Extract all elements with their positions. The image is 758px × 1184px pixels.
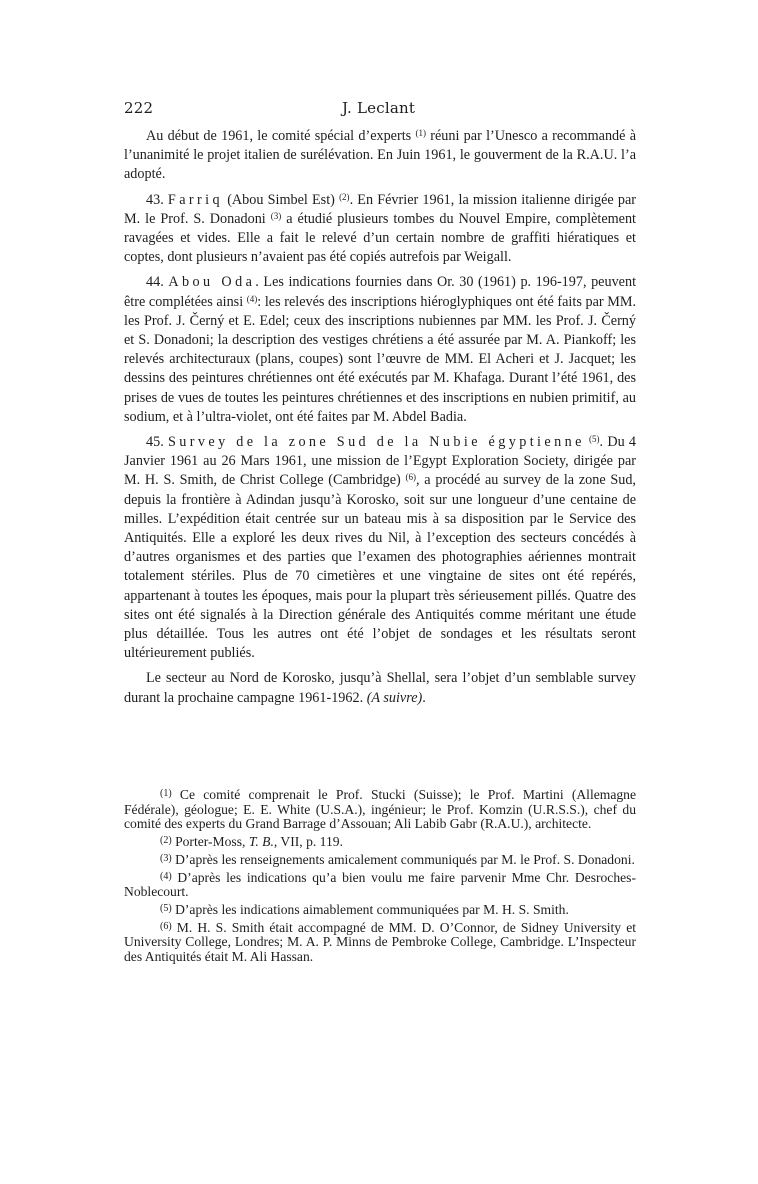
text-run: 44.: [146, 274, 169, 291]
text-run: D’après les indications qu’a bien voulu me faire parvenir Mme Chr. Desroches-Noblecourt.: [124, 869, 636, 900]
note-reference: (4): [160, 870, 172, 882]
text-run: , VII, p. 119.: [273, 834, 343, 850]
running-head-author: J. Leclant: [342, 99, 416, 117]
text-run: 43.: [146, 191, 168, 208]
note-reference: (3): [270, 210, 282, 221]
footnote: [124, 835, 636, 850]
text-run: Le secteur au Nord de Korosko, jusqu’à Shellal, sera l’objet d’un semblable survey durant la prochaine campagne 1961-1962.: [124, 670, 636, 706]
text-run: Porter-Moss,: [171, 834, 249, 850]
text-run: . En Février 1961, la mission italienne dirigée par M. le Prof. S. Donadoni: [124, 191, 636, 227]
note-reference: (5): [589, 434, 600, 445]
note-reference: (5): [160, 902, 172, 914]
text-run: (Abou Simbel Est): [223, 191, 340, 208]
page-number: 222: [124, 99, 154, 117]
text-run: .: [422, 689, 426, 706]
footnote: [124, 871, 636, 900]
footnote: [124, 921, 636, 965]
text-run: D’après les renseignements amicalement communiqués par M. le Prof. S. Donadoni.: [171, 851, 635, 867]
note-reference: (2): [339, 191, 350, 202]
paragraph: [124, 433, 636, 663]
paragraph: [124, 127, 636, 185]
text-run: , a procédé au survey de la zone Sud, depuis la frontière à Adindan jusqu’à Korosko, soit sur une longueur d’une centaine de milles. L’expédition était centrée sur un bateau mis à sa disposition par le Service des Antiquités. Elle a exploré les deux rives du Nil, à l’exception des secteurs concédés à d’autres organismes et des parties que l’examen des photographies aériennes montrait totalement stériles. Plus de 70 cimetières et une vingtaine de sites ont été repérés, appartenant à toutes les époques, mais pour la plupart très sérieusement pillés. Quatre des sites ont été signalés à la Direction générale des Antiquités comme méritant une étude plus détaillée. Tous les autres ont été l’objet de sondages et les résultats seront ultérieurement publiés.: [124, 472, 636, 662]
note-reference: (4): [246, 293, 258, 304]
note-reference: (3): [160, 852, 172, 864]
main-text: [124, 127, 636, 714]
note-reference: (2): [160, 835, 172, 847]
text-run: réuni par l’Unesco a recommandé à l’unanimité le projet italien de surélévation. En Juin 1961, le gouverment de la R.A.U. l’a adopté.: [124, 128, 637, 183]
text-run: M. H. S. Smith était accompagné de MM. D. O’Connor, de Sidney University et University College, Londres; M. A. P. Minns de Pembroke College, Cambridge. L’Inspecteur des Antiquités était M. Ali Hassan.: [124, 919, 636, 965]
footnote: [124, 788, 636, 832]
spaced-heading: Survey de la zone Sud de la Nubie égyptienne: [167, 434, 585, 451]
text-run: Ce comité comprenait le Prof. Stucki (Suisse); le Prof. Martini (Allemagne Fédérale), géologue; E. E. White (U.S.A.), ingénieur; le Prof. Komzin (U.R.S.S.), chef du comité des experts du Grand Barrage d’Assouan; Ali Labib Gabr (R.A.U.), architecte.: [124, 787, 636, 832]
note-reference: (6): [405, 472, 417, 483]
text-run: . Du 4 Janvier 1961 au 26 Mars 1961, une mission de l’Egypt Exploration Society, dirigée par M. H. S. Smith, de Christ College (Cambridge): [124, 434, 637, 489]
spaced-heading: Farriq: [167, 191, 223, 208]
text-run: Au début de 1961, le comité spécial d’experts: [146, 128, 416, 144]
note-reference: (1): [415, 128, 426, 138]
footnote: [124, 903, 636, 918]
footnote: [124, 853, 636, 868]
paragraph: [124, 273, 636, 427]
italic-text: (A suivre): [366, 689, 423, 706]
text-run: . Les indications fournies dans Or. 30 (1961) p. 196-197, peuvent être complétées ainsi: [124, 274, 637, 310]
text-run: a étudié plusieurs tombes du Nouvel Empire, complètement ravagées et vides. Elle a fait le relevé d’un certain nombre de graffiti hiératiques et coptes, dont plusieurs n’avaient pas été copiés autrefois par Weigall.: [124, 210, 636, 266]
note-reference: (6): [160, 920, 172, 932]
paragraph: [124, 669, 636, 707]
text-run: D’après les indications aimablement communiquées par M. H. S. Smith.: [171, 901, 569, 917]
italic-text: T. B.: [248, 834, 274, 850]
footnotes: [124, 788, 636, 968]
spaced-heading: Abou Oda: [168, 274, 256, 291]
note-reference: (1): [160, 788, 172, 799]
text-run: : les relevés des inscriptions hiéroglyphiques ont été faits par MM. les Prof. J. Černý et E. Edel; ceux des inscriptions nubiennes par MM. les Prof. J. Černý et S. Donadoni; la description des vestiges chrétiens a été assurée par M. A. Piankoff; les relevés architecturaux (plans, coupes) sont l’œuvre de MM. El Acheri et J. Jacquet; les dessins des peintures chrétiennes ont été exécutés par M. Khafaga. Durant l’été 1961, des prises de vues de toutes les peintures chrétiennes et des inscriptions en nubien primitif, au sodium, et à l’ultra-violet, ont été faites par M. Abdel Badia.: [124, 293, 636, 425]
text-run: 45.: [146, 434, 168, 451]
paragraph: [124, 191, 636, 268]
